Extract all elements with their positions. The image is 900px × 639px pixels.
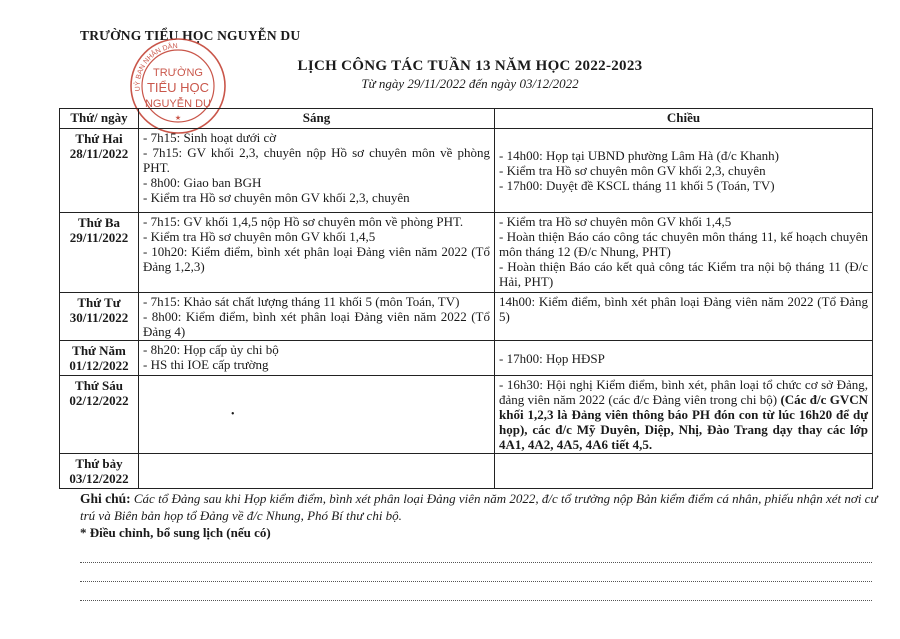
schedule-item: - 8h00: Kiểm điểm, bình xét phân loại Đảng viên năm 2022 (Tổ Đảng 4) bbox=[143, 309, 490, 339]
schedule-item: 14h00: Kiểm điểm, bình xét phân loại Đảng viên năm 2022 (Tổ Đảng 5) bbox=[499, 294, 868, 324]
day-name: Thứ Tư bbox=[77, 295, 121, 310]
table-row bbox=[60, 213, 873, 293]
morning-cell bbox=[139, 129, 495, 213]
schedule-item: - Kiểm tra Hồ sơ chuyên môn GV khối 2,3, chuyên bbox=[143, 190, 410, 205]
day-date: 28/11/2022 bbox=[69, 146, 129, 161]
morning-cell bbox=[139, 341, 495, 376]
schedule-table bbox=[59, 108, 873, 489]
afternoon-cell bbox=[495, 376, 873, 454]
afternoon-cell bbox=[495, 293, 873, 341]
schedule-item: - 8h20: Họp cấp ủy chi bộ bbox=[143, 342, 279, 357]
header-morning: Sáng bbox=[139, 109, 495, 129]
blank-line bbox=[80, 600, 872, 601]
day-date: 30/11/2022 bbox=[69, 310, 129, 325]
day-name: Thứ Năm bbox=[72, 343, 126, 358]
page-subtitle: Từ ngày 29/11/2022 đến ngày 03/12/2022 bbox=[361, 76, 579, 91]
morning-cell bbox=[139, 376, 495, 454]
schedule-item: - Kiểm tra Hồ sơ chuyên môn GV khối 1,4,5 bbox=[143, 229, 376, 244]
schedule-item: - 8h00: Giao ban BGH bbox=[143, 175, 262, 190]
day-name: Thứ Hai bbox=[75, 131, 123, 146]
blank-line bbox=[80, 581, 872, 582]
schedule-item: - 7h15: GV khối 1,4,5 nộp Hồ sơ chuyên môn về phòng PHT. bbox=[143, 214, 464, 229]
day-name: Thứ Ba bbox=[77, 215, 121, 230]
schedule-item: - Kiểm tra Hồ sơ chuyên môn GV khối 2,3, chuyên bbox=[499, 163, 766, 178]
schedule-item: - 14h00: Họp tại UBND phường Lâm Hà (đ/c Khanh) bbox=[499, 148, 780, 163]
stamp-line-2: TIỂU HỌC bbox=[146, 80, 210, 95]
day-name: Thứ Sáu bbox=[75, 378, 123, 393]
day-cell bbox=[60, 213, 139, 293]
morning-cell bbox=[139, 293, 495, 341]
schedule-item: - 10h20: Kiểm điểm, bình xét phân loại Đảng viên năm 2022 (Tổ Đảng 1,2,3) bbox=[143, 244, 490, 274]
day-cell bbox=[60, 454, 139, 489]
page-title: LỊCH CÔNG TÁC TUẦN 13 NĂM HỌC 2022-2023 bbox=[297, 58, 643, 74]
schedule-item-bold: (Các đ/c GVCN khối 1,2,3 là Đảng viên thông báo PH đón con từ lúc 16h20 để dự họp), các đ/c Mỹ Duyên, Diệp, Nhị, Đào Trang dạy thay các lớp 4A1, 4A2, 4A5, 4A6 tiết 4,5. bbox=[499, 392, 868, 452]
header-afternoon: Chiều bbox=[495, 109, 873, 129]
schedule-item: - 7h15: Sinh hoạt dưới cờ bbox=[143, 130, 277, 145]
schedule-item: - 17h00: Họp HĐSP bbox=[499, 350, 605, 366]
schedule-item: - 16h30: Hội nghị Kiểm điểm, bình xét, phân loại tổ chức cơ sở Đảng, đảng viên năm 2022 (các đ/c Đảng viên trong chi bộ) bbox=[499, 377, 868, 407]
day-cell bbox=[60, 293, 139, 341]
schedule-item: - 7h15: GV khối 2,3, chuyên nộp Hồ sơ chuyên môn về phòng PHT. bbox=[143, 145, 490, 175]
blank-line bbox=[80, 562, 872, 563]
stamp-line-1: TRƯỜNG bbox=[153, 67, 203, 79]
table-row bbox=[60, 129, 873, 213]
afternoon-cell bbox=[495, 454, 873, 489]
table-row bbox=[60, 376, 873, 454]
morning-cell bbox=[139, 213, 495, 293]
schedule-item: - 7h15: Khảo sát chất lượng tháng 11 khối 5 (môn Toán, TV) bbox=[143, 294, 460, 309]
day-date: 02/12/2022 bbox=[69, 393, 129, 408]
school-name: TRƯỜNG TIỂU HỌC NGUYỄN DU bbox=[80, 28, 301, 43]
day-cell bbox=[60, 129, 139, 213]
day-date: 03/12/2022 bbox=[69, 471, 129, 486]
star-icon: ★ bbox=[174, 114, 182, 122]
schedule-item: - Hoàn thiện Báo cáo công tác chuyên môn tháng 11, kế hoạch chuyên môn tháng 12 (Đ/c Nhung, PHT) bbox=[499, 229, 868, 259]
day-name: Thứ bảy bbox=[75, 456, 123, 471]
notes-label: Ghi chú: bbox=[80, 491, 131, 506]
table-header-row bbox=[60, 109, 873, 129]
adjust-heading: * Điều chỉnh, bổ sung lịch (nếu có) bbox=[80, 525, 271, 540]
schedule-item: - HS thi IOE cấp trường bbox=[143, 357, 269, 372]
stray-mark: • bbox=[231, 409, 235, 420]
schedule-item: - 17h00: Duyệt đề KSCL tháng 11 khối 5 (Toán, TV) bbox=[499, 178, 775, 193]
stamp-line-3: NGUYỄN DU bbox=[144, 98, 212, 110]
table-row bbox=[60, 341, 873, 376]
schedule-item: - Hoàn thiện Báo cáo kết quả công tác Kiểm tra nội bộ tháng 11 (Đ/c Hải, PHT) bbox=[499, 259, 868, 289]
table-row bbox=[60, 454, 873, 489]
stamp-ring-text: UỶ BAN NHÂN DÂN bbox=[134, 42, 178, 92]
day-date: 01/12/2022 bbox=[69, 358, 129, 373]
day-cell bbox=[60, 341, 139, 376]
day-date: 29/11/2022 bbox=[69, 230, 129, 245]
notes-text: Các tổ Đảng sau khi Họp kiểm điểm, bình xét phân loại Đảng viên năm 2022, đ/c tổ trưởng nộp Bản kiểm điểm cá nhân, phiếu nhận xét nơi cư trú và Biên bản họp tổ Đảng về đ/c Nhung, Phó Bí thư chi bộ. bbox=[80, 491, 878, 523]
schedule-item: - Kiểm tra Hồ sơ chuyên môn GV khối 1,4,5 bbox=[499, 214, 732, 229]
afternoon-cell bbox=[495, 341, 873, 376]
afternoon-cell bbox=[495, 213, 873, 293]
afternoon-cell bbox=[495, 129, 873, 213]
header-day: Thứ/ ngày bbox=[60, 109, 139, 129]
morning-cell bbox=[139, 454, 495, 489]
notes-section bbox=[80, 490, 880, 541]
day-cell bbox=[60, 376, 139, 454]
table-row bbox=[60, 293, 873, 341]
